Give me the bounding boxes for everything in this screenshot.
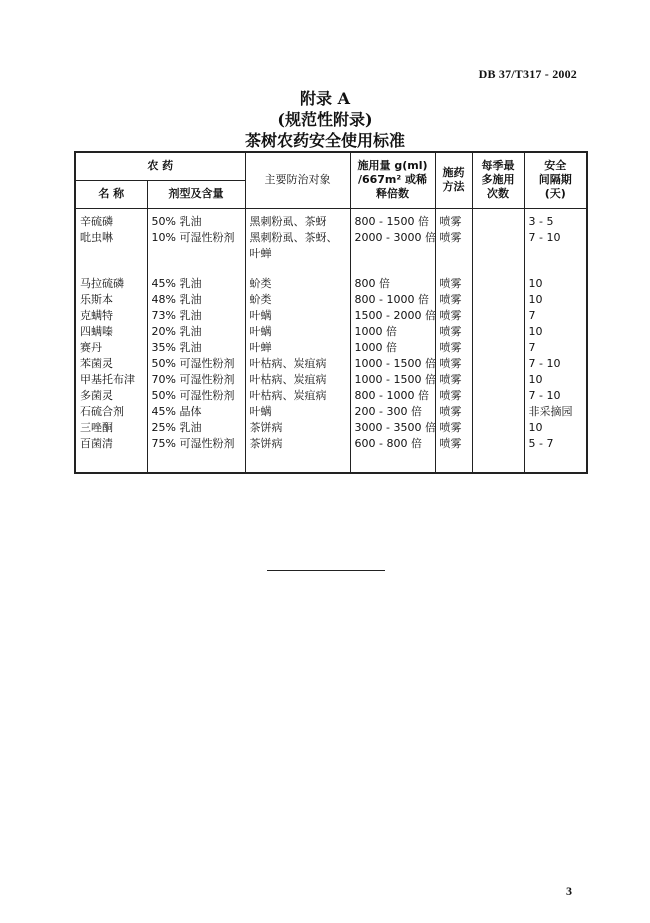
header-safety-line1: 安全	[544, 159, 567, 173]
cell-formulation: 20% 乳油	[147, 324, 245, 340]
cell-dosage: 1000 - 1500 倍	[350, 356, 435, 372]
table-row	[75, 230, 587, 262]
cell-method: 喷雾	[435, 372, 472, 388]
header-safety-interval	[524, 152, 587, 208]
table-row	[75, 324, 587, 340]
cell-times	[472, 420, 524, 436]
header-dosage-line2: /667m² 或稀	[357, 173, 428, 187]
cell-interval: 7	[524, 340, 587, 356]
cell-target: 蚧类	[245, 292, 350, 308]
cell-name: 四螨嗪	[75, 324, 147, 340]
header-name: 名 称	[75, 180, 147, 208]
table-row	[75, 208, 587, 230]
spacer-cell	[350, 262, 435, 276]
cell-interval: 10	[524, 372, 587, 388]
header-target	[245, 152, 350, 208]
cell-formulation: 45% 晶体	[147, 404, 245, 420]
cell-name: 多菌灵	[75, 388, 147, 404]
header-method: 施药方法	[435, 152, 472, 208]
cell-target: 茶饼病	[245, 420, 350, 436]
cell-target: 叶螨	[245, 324, 350, 340]
cell-formulation: 45% 乳油	[147, 276, 245, 292]
spacer-cell	[245, 262, 350, 276]
table-row	[75, 372, 587, 388]
cell-interval: 7 - 10	[524, 356, 587, 372]
cell-interval: 7 - 10	[524, 388, 587, 404]
cell-method: 喷雾	[435, 208, 472, 230]
cell-formulation: 50% 乳油	[147, 208, 245, 230]
cell-method: 喷雾	[435, 404, 472, 420]
table-row	[75, 404, 587, 420]
table-row	[75, 276, 587, 292]
table-spacer-row	[75, 262, 587, 276]
cell-dosage: 800 - 1000 倍	[350, 292, 435, 308]
cell-target: 黑刺粉虱、茶蚜	[245, 208, 350, 230]
header-dosage-line3: 释倍数	[376, 187, 409, 201]
table-row	[75, 420, 587, 436]
cell-times	[472, 436, 524, 473]
cell-method: 喷雾	[435, 420, 472, 436]
cell-interval: 3 - 5	[524, 208, 587, 230]
cell-target: 叶螨	[245, 404, 350, 420]
cell-interval: 7	[524, 308, 587, 324]
appendix-title: 附录 A	[300, 89, 350, 108]
pesticide-table	[74, 151, 588, 474]
cell-times	[472, 340, 524, 356]
cell-target: 蚧类	[245, 276, 350, 292]
spacer-cell	[524, 262, 587, 276]
end-rule-divider	[267, 570, 385, 571]
cell-formulation: 75% 可湿性粉剂	[147, 436, 245, 473]
cell-times	[472, 356, 524, 372]
cell-name: 克螨特	[75, 308, 147, 324]
header-target-label: 主要防治对象	[264, 173, 331, 187]
cell-interval: 7 - 10	[524, 230, 587, 262]
cell-formulation: 35% 乳油	[147, 340, 245, 356]
cell-times	[472, 388, 524, 404]
cell-method: 喷雾	[435, 230, 472, 262]
cell-formulation: 50% 可湿性粉剂	[147, 388, 245, 404]
cell-dosage: 800 - 1500 倍	[350, 208, 435, 230]
document-code: DB 37/T317 - 2002	[478, 67, 577, 81]
header-dosage-line1: 施用量 g(ml)	[357, 159, 428, 173]
spacer-cell	[147, 262, 245, 276]
cell-name: 乐斯本	[75, 292, 147, 308]
cell-method: 喷雾	[435, 292, 472, 308]
cell-dosage: 800 倍	[350, 276, 435, 292]
cell-formulation: 50% 可湿性粉剂	[147, 356, 245, 372]
cell-name: 辛硫磷	[75, 208, 147, 230]
spacer-cell	[75, 262, 147, 276]
cell-formulation: 48% 乳油	[147, 292, 245, 308]
cell-interval: 10	[524, 276, 587, 292]
cell-times	[472, 208, 524, 230]
spacer-cell	[472, 262, 524, 276]
cell-times	[472, 404, 524, 420]
cell-method: 喷雾	[435, 436, 472, 473]
cell-name: 吡虫啉	[75, 230, 147, 262]
cell-target: 叶蝉	[245, 340, 350, 356]
cell-dosage: 1000 倍	[350, 324, 435, 340]
cell-formulation: 70% 可湿性粉剂	[147, 372, 245, 388]
cell-name: 赛丹	[75, 340, 147, 356]
header-max-times: 每季最多施用次数	[472, 152, 524, 208]
cell-name: 马拉硫磷	[75, 276, 147, 292]
cell-target: 叶螨	[245, 308, 350, 324]
cell-interval: 10	[524, 324, 587, 340]
appendix-subtitle: (规范性附录)	[277, 110, 373, 129]
table-row	[75, 308, 587, 324]
cell-method: 喷雾	[435, 324, 472, 340]
cell-dosage: 800 - 1000 倍	[350, 388, 435, 404]
cell-dosage: 2000 - 3000 倍	[350, 230, 435, 262]
page-number: 3	[566, 884, 572, 898]
header-formulation: 剂型及含量	[147, 180, 245, 208]
cell-name: 三唑酮	[75, 420, 147, 436]
cell-times	[472, 372, 524, 388]
spacer-cell	[435, 262, 472, 276]
cell-times	[472, 292, 524, 308]
cell-name: 苯菌灵	[75, 356, 147, 372]
cell-formulation: 73% 乳油	[147, 308, 245, 324]
cell-dosage: 1500 - 2000 倍	[350, 308, 435, 324]
cell-interval: 10	[524, 292, 587, 308]
cell-dosage: 3000 - 3500 倍	[350, 420, 435, 436]
header-dosage	[350, 152, 435, 208]
table-row	[75, 356, 587, 372]
table-row	[75, 340, 587, 356]
header-safety-line2: 间隔期(天)	[538, 173, 572, 201]
cell-dosage: 1000 倍	[350, 340, 435, 356]
cell-method: 喷雾	[435, 340, 472, 356]
table-row	[75, 292, 587, 308]
cell-interval: 非采摘园	[524, 404, 587, 420]
cell-name: 甲基托布津	[75, 372, 147, 388]
cell-times	[472, 308, 524, 324]
header-pesticide: 农 药	[75, 152, 245, 180]
cell-name: 百菌清	[75, 436, 147, 473]
cell-target: 叶枯病、炭疽病	[245, 372, 350, 388]
cell-formulation: 10% 可湿性粉剂	[147, 230, 245, 262]
cell-method: 喷雾	[435, 308, 472, 324]
table-body	[75, 208, 587, 473]
cell-dosage: 1000 - 1500 倍	[350, 372, 435, 388]
cell-method: 喷雾	[435, 388, 472, 404]
cell-target: 茶饼病	[245, 436, 350, 473]
cell-interval: 10	[524, 420, 587, 436]
cell-target: 叶枯病、炭疽病	[245, 356, 350, 372]
cell-times	[472, 324, 524, 340]
cell-interval: 5 - 7	[524, 436, 587, 473]
cell-dosage: 600 - 800 倍	[350, 436, 435, 473]
cell-times	[472, 230, 524, 262]
cell-target: 黑刺粉虱、茶蚜、叶蝉	[245, 230, 350, 262]
table-row	[75, 436, 587, 473]
cell-method: 喷雾	[435, 276, 472, 292]
table-row	[75, 388, 587, 404]
cell-method: 喷雾	[435, 356, 472, 372]
cell-times	[472, 276, 524, 292]
cell-formulation: 25% 乳油	[147, 420, 245, 436]
title-block	[0, 88, 650, 151]
cell-name: 石硫合剂	[75, 404, 147, 420]
table-title: 茶树农药安全使用标准	[244, 131, 405, 150]
cell-target: 叶枯病、炭疽病	[245, 388, 350, 404]
cell-dosage: 200 - 300 倍	[350, 404, 435, 420]
